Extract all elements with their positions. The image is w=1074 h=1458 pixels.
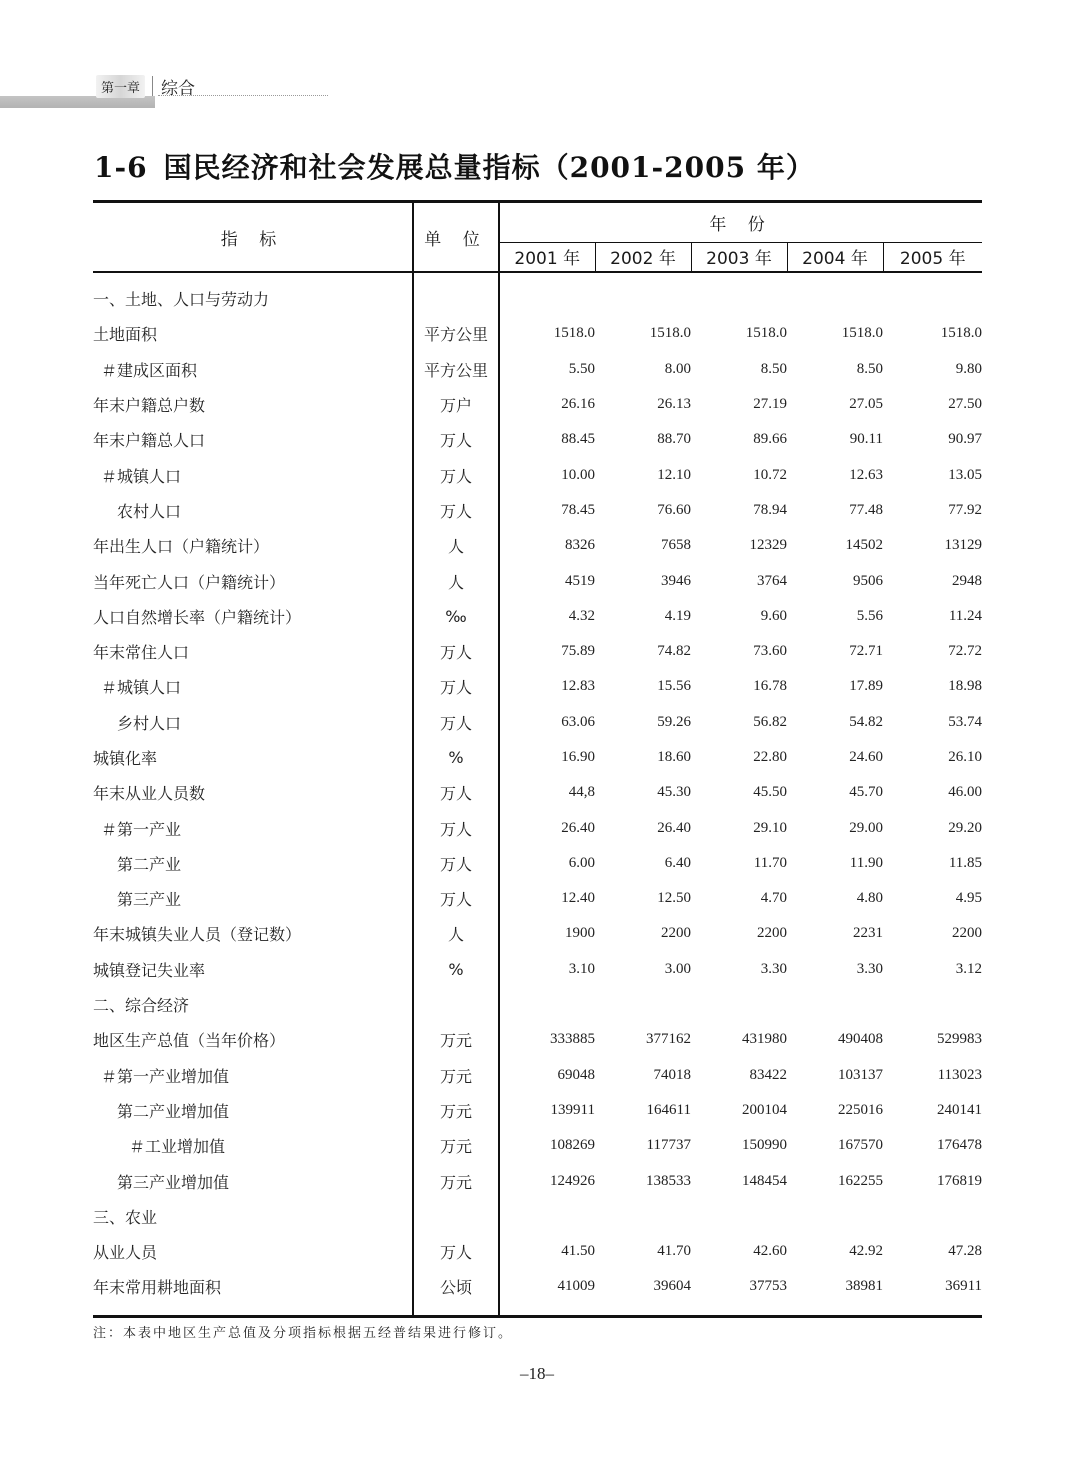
value-cell: 10.00: [499, 457, 595, 492]
value-cell: 44,8: [499, 775, 595, 810]
value-cell: 41.50: [499, 1234, 595, 1269]
indicator-label: 年末户籍总户数: [93, 396, 206, 416]
header-year: 2003 年: [691, 242, 787, 272]
value-cell: 5.50: [499, 352, 595, 387]
unit-cell: 万人: [413, 846, 499, 881]
indicator-label: 第二产业增加值: [117, 1101, 230, 1121]
value-cell: 8.00: [664, 360, 691, 377]
table-number: 1-6: [94, 151, 148, 184]
unit-cell: 万人: [413, 881, 499, 916]
unit-cell: 万人: [413, 775, 499, 810]
value-cell: 37753: [749, 1278, 787, 1295]
table-row: [93, 281, 982, 316]
value-cell: 167570: [838, 1137, 883, 1154]
value-cell: 78.94: [753, 501, 787, 518]
value-cell: [787, 987, 883, 1022]
value-cell: 16.90: [499, 740, 595, 775]
value-cell: 3764: [757, 572, 787, 589]
value-cell: [883, 281, 982, 316]
value-cell: 63.06: [499, 705, 595, 740]
table-body: [93, 272, 982, 1316]
value-cell: 42.60: [753, 1243, 787, 1260]
value-cell: 29.10: [753, 819, 787, 836]
value-cell: 2948: [952, 572, 983, 589]
table-row: [93, 952, 982, 987]
value-cell: 16.78: [753, 678, 787, 695]
indicator-label: ＃建成区面积: [101, 360, 198, 380]
value-cell: 9506: [853, 572, 883, 589]
unit-cell: 万人: [413, 810, 499, 845]
value-cell: 11.90: [849, 854, 883, 871]
table-row: [93, 1269, 982, 1304]
value-cell: 26.40: [499, 810, 595, 845]
value-cell: 4.80: [856, 890, 883, 907]
indicator-label: 年末从业人员数: [93, 784, 206, 804]
value-cell: 12.40: [499, 881, 595, 916]
value-cell: 26.16: [499, 387, 595, 422]
value-cell: 27.05: [849, 396, 883, 413]
value-cell: 103137: [838, 1066, 883, 1083]
header-gray-band: [0, 96, 155, 108]
table-row: [93, 1058, 982, 1093]
value-cell: 200104: [742, 1101, 787, 1118]
unit-cell: 平方公里: [413, 316, 499, 351]
value-cell: 73.60: [753, 643, 787, 660]
value-cell: 41.70: [657, 1243, 691, 1260]
value-cell: 8326: [499, 528, 595, 563]
unit-cell: 万人: [413, 634, 499, 669]
value-cell: 9.80: [955, 360, 983, 377]
unit-cell: 万人: [413, 1234, 499, 1269]
value-cell: 26.10: [948, 749, 983, 765]
value-cell: 46.00: [948, 784, 983, 801]
value-cell: 29.00: [849, 819, 883, 836]
table-tail-spacer: [93, 1305, 982, 1317]
table-row: [93, 457, 982, 492]
table-row: [93, 387, 982, 422]
value-cell: 45.70: [849, 784, 883, 801]
value-cell: 529983: [937, 1031, 983, 1048]
table-row: [93, 352, 982, 387]
value-cell: 8.50: [760, 360, 787, 377]
value-cell: 14502: [845, 537, 883, 554]
value-cell: 69048: [499, 1058, 595, 1093]
value-cell: 225016: [838, 1101, 883, 1118]
value-cell: 13.05: [948, 466, 983, 483]
value-cell: 27.19: [753, 396, 787, 413]
value-cell: 162255: [838, 1172, 883, 1189]
indicator-label: 年出生人口（户籍统计）: [93, 537, 270, 557]
value-cell: 12.63: [849, 466, 883, 483]
value-cell: 2200: [661, 925, 691, 942]
table-row: [93, 599, 982, 634]
unit-cell: 万元: [413, 1058, 499, 1093]
value-cell: 1518.0: [841, 325, 883, 342]
unit-cell: 万人: [413, 669, 499, 704]
value-cell: 88.45: [499, 422, 595, 457]
value-cell: 53.74: [948, 713, 983, 730]
indicator-label: 年末户籍总人口: [93, 431, 206, 451]
value-cell: 90.11: [849, 431, 883, 448]
value-cell: 22.80: [753, 749, 787, 765]
header-unit: 单 位: [413, 202, 499, 273]
value-cell: 78.45: [499, 493, 595, 528]
value-cell: 36911: [945, 1278, 983, 1295]
chapter-separator: [152, 76, 153, 96]
value-cell: [883, 987, 982, 1022]
table-row: [93, 1128, 982, 1163]
value-cell: [787, 281, 883, 316]
header-year: 2005 年: [883, 242, 982, 272]
value-cell: 164611: [646, 1101, 691, 1118]
indicator-label: 第三产业增加值: [117, 1172, 230, 1192]
unit-cell: 万人: [413, 422, 499, 457]
table-row: [93, 810, 982, 845]
header-years-group: 年 份: [499, 202, 982, 243]
value-cell: 1518.0: [745, 325, 787, 342]
value-cell: 13129: [944, 537, 983, 554]
unit-cell: 人: [413, 528, 499, 563]
value-cell: 3.30: [856, 960, 883, 977]
indicator-table: [93, 200, 982, 1318]
value-cell: 41009: [499, 1269, 595, 1304]
value-cell: 1900: [499, 916, 595, 951]
value-cell: [595, 987, 691, 1022]
value-cell: 3946: [661, 572, 691, 589]
table-row: [93, 493, 982, 528]
value-cell: 39604: [653, 1278, 691, 1295]
table-title: [94, 146, 815, 186]
table-row: [93, 987, 982, 1022]
unit-cell: 万人: [413, 457, 499, 492]
value-cell: 12.83: [499, 669, 595, 704]
unit-cell: 公顷: [413, 1269, 499, 1304]
value-cell: 117737: [646, 1137, 691, 1154]
value-cell: 11.70: [753, 854, 787, 871]
value-cell: [883, 1199, 982, 1234]
unit-cell: [413, 987, 499, 1022]
table-row: [93, 705, 982, 740]
value-cell: 74018: [653, 1066, 691, 1083]
value-cell: 333885: [499, 1022, 595, 1057]
value-cell: 77.92: [948, 501, 983, 518]
value-cell: 27.50: [948, 396, 983, 413]
value-cell: 176478: [937, 1137, 983, 1154]
table-row: [93, 846, 982, 881]
value-cell: [691, 987, 787, 1022]
value-cell: [499, 987, 595, 1022]
value-cell: 12.50: [657, 890, 691, 907]
value-cell: 3.12: [955, 960, 983, 977]
value-cell: 12.10: [657, 466, 691, 483]
table-row: [93, 669, 982, 704]
value-cell: [595, 1199, 691, 1234]
table-row: [93, 422, 982, 457]
value-cell: [691, 1199, 787, 1234]
value-cell: 1518.0: [649, 325, 691, 342]
value-cell: 54.82: [849, 713, 883, 730]
table-row: [93, 563, 982, 598]
value-cell: [691, 281, 787, 316]
value-cell: 108269: [499, 1128, 595, 1163]
value-cell: 124926: [499, 1163, 595, 1198]
header-year: 2004 年: [787, 242, 883, 272]
value-cell: 139911: [499, 1093, 595, 1128]
value-cell: 148454: [742, 1172, 787, 1189]
indicator-label: 农村人口: [117, 501, 182, 521]
indicator-label: 二、综合经济: [93, 996, 190, 1016]
table-row: [93, 1234, 982, 1269]
indicator-label: ＃城镇人口: [101, 678, 182, 698]
table-row: [93, 1022, 982, 1057]
value-cell: 29.20: [948, 819, 983, 836]
value-cell: 490408: [838, 1031, 883, 1048]
unit-cell: 万人: [413, 705, 499, 740]
value-cell: 176819: [937, 1172, 983, 1189]
value-cell: 59.26: [657, 713, 691, 730]
indicator-label: 年末城镇失业人员（登记数）: [93, 925, 302, 945]
unit-cell: %: [413, 740, 499, 775]
chapter-header: [96, 75, 195, 97]
indicator-label: 人口自然增长率（户籍统计）: [93, 607, 302, 627]
value-cell: 45.50: [753, 784, 787, 801]
table-row: [93, 775, 982, 810]
indicator-label: 城镇登记失业率: [93, 960, 206, 980]
value-cell: 150990: [742, 1137, 787, 1154]
value-cell: 12329: [749, 537, 787, 554]
unit-cell: 万元: [413, 1022, 499, 1057]
value-cell: 11.85: [948, 854, 983, 871]
indicator-label: 三、农业: [93, 1207, 158, 1227]
table-row: [93, 528, 982, 563]
unit-cell: [413, 1199, 499, 1234]
value-cell: 76.60: [657, 501, 691, 518]
value-cell: 72.71: [849, 643, 883, 660]
header-year: 2001 年: [499, 242, 595, 272]
unit-cell: 万元: [413, 1128, 499, 1163]
value-cell: 6.40: [664, 854, 691, 871]
value-cell: 377162: [646, 1031, 691, 1048]
value-cell: 3.10: [499, 952, 595, 987]
value-cell: [595, 281, 691, 316]
value-cell: 38981: [845, 1278, 883, 1295]
value-cell: 24.60: [849, 749, 883, 765]
table-row: [93, 316, 982, 351]
table-row: [93, 634, 982, 669]
value-cell: 15.56: [657, 678, 691, 695]
value-cell: 75.89: [499, 634, 595, 669]
value-cell: 26.13: [657, 396, 691, 413]
value-cell: [499, 1199, 595, 1234]
value-cell: 113023: [937, 1066, 983, 1083]
value-cell: 89.66: [753, 431, 787, 448]
value-cell: 11.24: [948, 607, 983, 624]
indicator-label: 城镇化率: [93, 749, 158, 768]
indicator-label: 乡村人口: [117, 713, 182, 733]
table-spacer: [93, 272, 982, 281]
unit-cell: 人: [413, 563, 499, 598]
value-cell: 4.32: [499, 599, 595, 634]
value-cell: 90.97: [948, 431, 983, 448]
table-row: [93, 881, 982, 916]
value-cell: 431980: [742, 1031, 787, 1048]
value-cell: 4519: [499, 563, 595, 598]
value-cell: 3.00: [664, 960, 691, 977]
table-row: [93, 916, 982, 951]
header-dotted-rule: [158, 95, 328, 96]
unit-cell: 万元: [413, 1093, 499, 1128]
value-cell: 17.89: [849, 678, 883, 695]
value-cell: 77.48: [849, 501, 883, 518]
value-cell: 88.70: [657, 431, 691, 448]
indicator-label: 当年死亡人口（户籍统计）: [93, 572, 286, 592]
value-cell: 10.72: [753, 466, 787, 483]
unit-cell: %: [413, 952, 499, 987]
chapter-name: 综合: [161, 78, 196, 99]
header-year: 2002 年: [595, 242, 691, 272]
indicator-label: 第二产业: [117, 854, 182, 874]
header-indicator: 指 标: [93, 202, 413, 273]
value-cell: 2231: [853, 925, 883, 942]
indicator-label: ＃工业增加值: [129, 1137, 226, 1157]
table-row: [93, 1093, 982, 1128]
indicator-label: ＃第一产业增加值: [101, 1066, 230, 1086]
value-cell: [787, 1199, 883, 1234]
indicator-label: 从业人员: [93, 1243, 158, 1263]
value-cell: 74.82: [657, 643, 691, 660]
page-number: –18–: [520, 1364, 554, 1383]
value-cell: 1518.0: [499, 316, 595, 351]
value-cell: 7658: [661, 537, 691, 554]
value-cell: 4.95: [955, 890, 983, 907]
unit-cell: 万户: [413, 387, 499, 422]
value-cell: 4.70: [760, 890, 787, 907]
indicator-label: 第三产业: [117, 890, 182, 910]
value-cell: 9.60: [760, 607, 787, 624]
unit-cell: 万元: [413, 1163, 499, 1198]
value-cell: 45.30: [657, 784, 691, 801]
indicator-label: 土地面积: [93, 325, 158, 345]
indicator-label: 年末常住人口: [93, 643, 190, 663]
table-title-text: 国民经济和社会发展总量指标（2001-2005 年）: [163, 151, 815, 184]
value-cell: [499, 281, 595, 316]
value-cell: 1518.0: [940, 325, 983, 342]
value-cell: 8.50: [856, 360, 883, 377]
unit-cell: [413, 281, 499, 316]
value-cell: 47.28: [948, 1243, 983, 1260]
value-cell: 5.56: [856, 607, 883, 624]
value-cell: 3.30: [760, 960, 787, 977]
indicator-label: ＃城镇人口: [101, 466, 182, 486]
unit-cell: 平方公里: [413, 352, 499, 387]
value-cell: 6.00: [499, 846, 595, 881]
value-cell: 18.60: [657, 749, 691, 765]
indicator-label: ＃第一产业: [101, 819, 182, 839]
indicator-label: 地区生产总值（当年价格）: [93, 1031, 286, 1051]
footnote: 注：本表中地区生产总值及分项指标根据五经普结果进行修订。: [93, 1326, 514, 1341]
indicator-label: 年末常用耕地面积: [93, 1278, 222, 1298]
chapter-badge: 第一章: [96, 75, 145, 98]
value-cell: 138533: [646, 1172, 691, 1189]
table-row: [93, 1163, 982, 1198]
unit-cell: 万人: [413, 493, 499, 528]
indicator-label: 一、土地、人口与劳动力: [93, 290, 270, 310]
value-cell: 2200: [757, 925, 787, 942]
value-cell: 56.82: [753, 713, 787, 730]
value-cell: 18.98: [948, 678, 983, 695]
value-cell: 83422: [749, 1066, 787, 1083]
table-row: [93, 1199, 982, 1234]
value-cell: 2200: [952, 925, 983, 942]
table-row: [93, 740, 982, 775]
value-cell: 4.19: [664, 607, 691, 624]
value-cell: 240141: [937, 1101, 983, 1118]
value-cell: 72.72: [948, 643, 983, 660]
value-cell: 26.40: [657, 819, 691, 836]
unit-cell: ‰: [413, 599, 499, 634]
value-cell: 42.92: [849, 1243, 883, 1260]
unit-cell: 人: [413, 916, 499, 951]
